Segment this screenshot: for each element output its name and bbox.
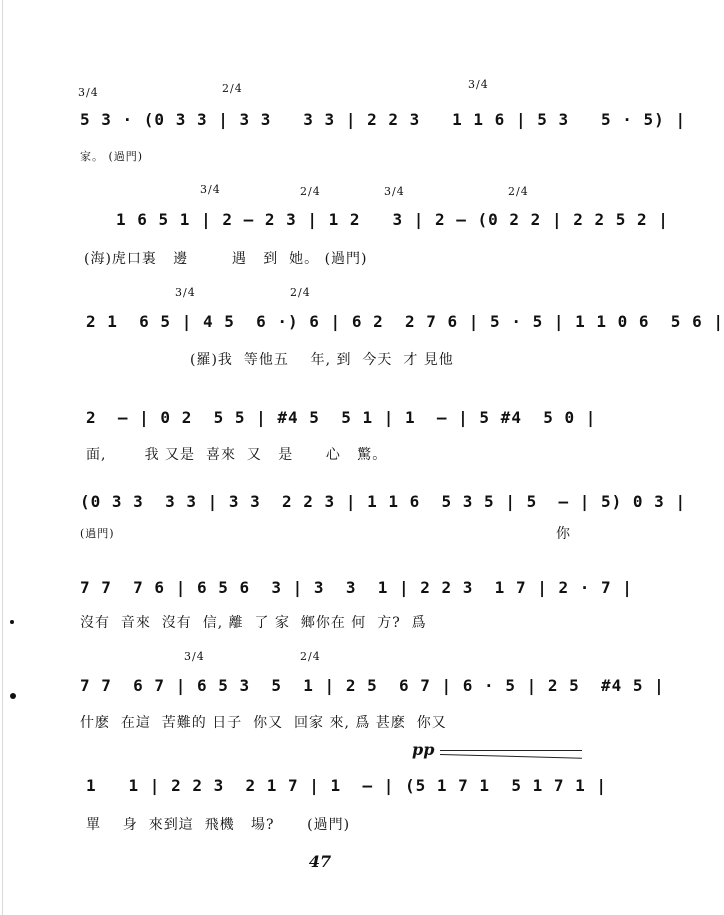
lyrics-line: (海)虎口裏 邊 遇 到 她。 (過門) <box>84 251 368 267</box>
time-signature: 3/4 <box>384 185 405 198</box>
page-number: 47 <box>308 852 332 871</box>
time-signature: 3/4 <box>200 183 221 196</box>
lyrics-line: 面, 我 又是 喜來 又 是 心 驚。 <box>86 447 388 463</box>
lyrics-line: 沒有 音來 沒有 信, 離 了 家 鄉你在 何 方? 爲 <box>80 615 427 631</box>
lyrics-line: 你 <box>556 526 571 542</box>
notation-line: 1 1 | 2 2 3 2 1 7 | 1 — | (5 1 7 1 5 1 7 1 | <box>86 776 608 795</box>
time-signature: 3/4 <box>175 286 196 299</box>
time-signature: 2/4 <box>222 82 243 95</box>
notation-line: 2 1 6 5 | 4 5 6 ·) 6 | 6 2 2 7 6 | 5 · 5 | 1 1 0 6 5 6 | <box>86 312 724 331</box>
lyrics-line: 單 身 來到這 飛機 場? (過門) <box>86 817 351 833</box>
time-signature: 2/4 <box>300 185 321 198</box>
notation-line: 7 7 6 7 | 6 5 3 5 1 | 2 5 6 7 | 6 · 5 | 2 5 #4 5 | <box>80 676 665 695</box>
lyrics-line: (羅)我 等他五 年, 到 今天 才 見他 <box>190 352 454 368</box>
time-signature: 2/4 <box>508 185 529 198</box>
page-edge <box>2 0 3 915</box>
hairpin-lower <box>440 754 582 759</box>
lyrics-line: 什麽 在這 苦難的 日子 你又 回家 來, 爲 甚麽 你又 <box>80 715 447 731</box>
time-signature: 3/4 <box>184 650 205 663</box>
notation-line: (0 3 3 3 3 | 3 3 2 2 3 | 1 1 6 5 3 5 | 5 — | 5) 0 3 | <box>80 492 687 511</box>
time-signature: 3/4 <box>78 86 99 99</box>
time-signature: 3/4 <box>468 78 489 91</box>
lyrics-line: (過門) <box>80 527 115 540</box>
notation-line: 2 — | 0 2 5 5 | #4 5 5 1 | 1 — | 5 #4 5 0 | <box>86 408 597 427</box>
margin-dot <box>10 620 14 624</box>
notation-line: 5 3 · (0 3 3 | 3 3 3 3 | 2 2 3 1 1 6 | 5 3 5 · 5) | <box>80 110 687 129</box>
time-signature: 2/4 <box>290 286 311 299</box>
hairpin-upper <box>440 750 582 751</box>
lyrics-line: 家。 (過門) <box>80 150 144 163</box>
notation-line: 7 7 7 6 | 6 5 6 3 | 3 3 1 | 2 2 3 1 7 | 2 · 7 | <box>80 578 633 597</box>
time-signature: 2/4 <box>300 650 321 663</box>
margin-dot <box>10 693 16 699</box>
dynamic-marking: pp <box>412 740 435 759</box>
notation-line: 1 6 5 1 | 2 — 2 3 | 1 2 3 | 2 — (0 2 2 | 2 2 5 2 | <box>116 210 669 229</box>
